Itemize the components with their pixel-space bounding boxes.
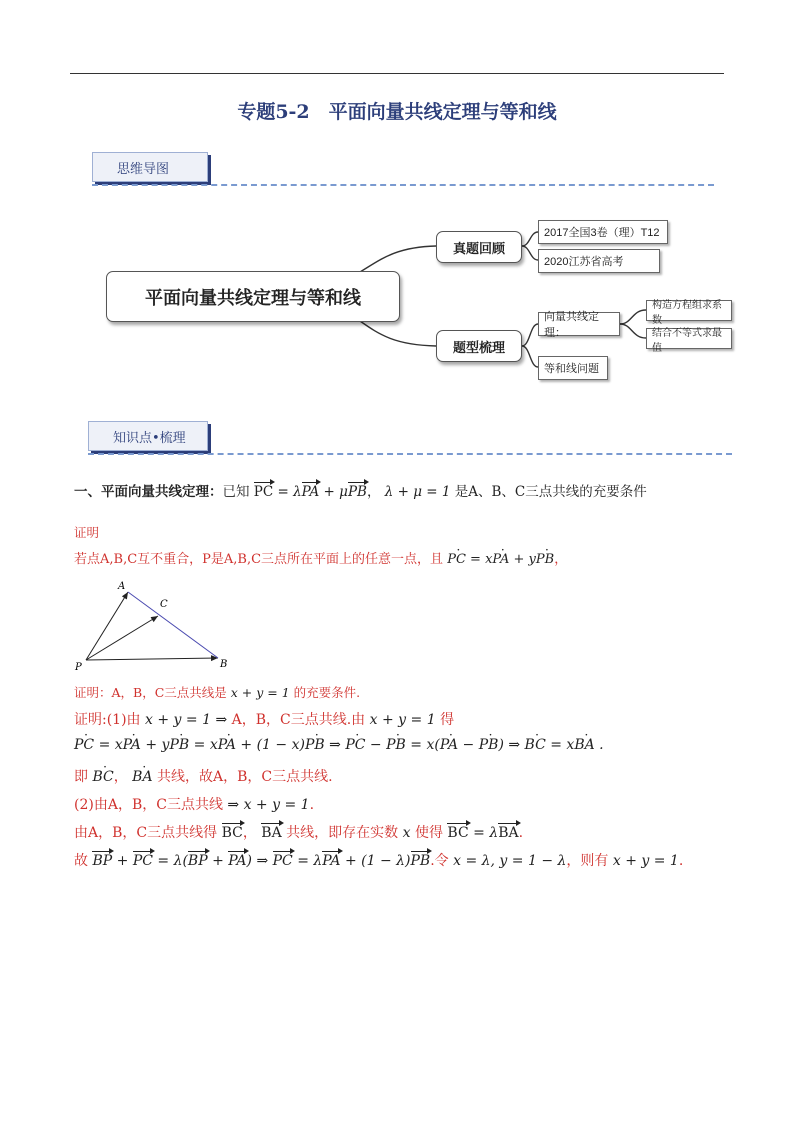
step5-sep: ， bbox=[242, 825, 257, 841]
label-c: C bbox=[160, 599, 168, 610]
mindmap-branch-types[interactable] bbox=[436, 330, 522, 362]
step3-tail: 共线，故A，B，C三点共线. bbox=[157, 769, 333, 785]
mindmap-leaf-label: 等和线问题 bbox=[544, 363, 599, 375]
mindmap-branch-label: 真题回顾 bbox=[452, 240, 505, 256]
step6-middle: .令 bbox=[430, 853, 449, 869]
mindmap-connectors bbox=[0, 0, 794, 420]
claim-tail: 的充要条件. bbox=[293, 685, 361, 700]
step4-lead: (2)由A，B，C三点共线 bbox=[74, 797, 223, 813]
vector-pa bbox=[86, 592, 128, 660]
section-divider bbox=[88, 453, 732, 455]
mindmap-branch-label: 题型梳理 bbox=[452, 339, 505, 355]
vector-ba: BA · bbox=[132, 769, 152, 785]
vector-bc-bar: BC bbox=[221, 825, 243, 841]
label-p: P bbox=[75, 662, 82, 673]
section-label-knowledge bbox=[88, 421, 208, 451]
section-label-text: 思维导图 bbox=[117, 161, 170, 177]
mindmap-leaf-label: 2020江苏省高考 bbox=[544, 256, 624, 268]
step3-lead: 即 bbox=[74, 769, 88, 785]
formula-conclusion: x + y = 1 bbox=[612, 853, 679, 869]
proof-premise: 若点A,B,C互不重合，P是A,B,C三点所在平面上的任意一点，且 PC · = xPA · + yPB ·， bbox=[74, 548, 567, 567]
mindmap-branch-review[interactable] bbox=[436, 231, 522, 263]
proof-claim bbox=[74, 683, 360, 701]
mindmap-leaf-label: 2017全国3卷（理）T12 bbox=[544, 227, 660, 239]
premise-text: 若点A,B,C互不重合，P是A,B,C三点所在平面上的任意一点，且 bbox=[74, 552, 444, 567]
segment-ab bbox=[128, 592, 218, 658]
theorem-heading-tail: 是A、B、C三点共线的充要条件 bbox=[454, 484, 647, 500]
proof-step3 bbox=[74, 766, 333, 786]
triangle-figure bbox=[70, 578, 240, 674]
mindmap-leaf-inequality[interactable] bbox=[646, 327, 732, 354]
mindmap-sub-equalsum[interactable] bbox=[538, 356, 608, 380]
mindmap-leaf-2017[interactable] bbox=[538, 220, 668, 244]
formula-step4: ⇒ x + y = 1 bbox=[227, 797, 310, 813]
step5-middle: 共线，即存在实数 bbox=[286, 825, 399, 841]
step5-lead: 由A，B，C三点共线得 bbox=[74, 825, 218, 841]
theorem-heading-text: 已知 bbox=[222, 484, 250, 500]
section-label-text: 知识点•梳理 bbox=[113, 430, 186, 446]
page-title: 专题5-2 平面向量共线定理与等和线 bbox=[237, 101, 557, 123]
proof-step1 bbox=[74, 709, 454, 729]
mindmap-leaf-equations[interactable] bbox=[646, 299, 732, 326]
proof-step4: (2)由A，B，C三点共线 ⇒ x + y = 1. bbox=[74, 797, 315, 813]
vector-bc: BC · bbox=[92, 769, 113, 785]
proof-label: 证明 bbox=[74, 525, 100, 540]
step3-sep: ， bbox=[113, 769, 128, 785]
formula-sum-one: λ + μ = 1 bbox=[384, 484, 451, 500]
step5-tail: 使得 bbox=[414, 825, 443, 841]
step6-lead: 故 bbox=[74, 853, 88, 869]
step1-tail: 得 bbox=[440, 712, 455, 728]
formula-premise: PC · = xPA · + yPB · bbox=[447, 552, 554, 567]
theorem-heading-bold: 一、平面向量共线定理： bbox=[74, 484, 223, 500]
step6-tail: ，则有 bbox=[566, 853, 609, 869]
vector-pc bbox=[86, 616, 158, 660]
mindmap-sub-collinear[interactable] bbox=[538, 311, 620, 339]
mindmap-leaf-2020[interactable] bbox=[538, 249, 660, 273]
formula-pc-combo: PC = λPA + μPB bbox=[253, 484, 367, 500]
formula-substitution: x = λ, y = 1 − λ bbox=[453, 853, 567, 869]
step1-middle: A，B，C三点共线.由 bbox=[231, 712, 366, 728]
proof-step6: 故 BP + PC = λ(BP + PA) ⇒ PC = λPA + (1 − λ)PB.令 x = λ, y = 1 − λ，则有 x + y = 1. bbox=[74, 853, 684, 869]
claim-text: 证明：A，B，C三点共线是 bbox=[74, 685, 227, 700]
label-b: B bbox=[220, 659, 228, 670]
formula-step1b: x + y = 1 bbox=[369, 712, 436, 728]
mindmap-leaf-label: 构造方程组求系数 bbox=[652, 299, 722, 326]
formula-step1: x + y = 1 ⇒ bbox=[145, 712, 228, 728]
label-a: A bbox=[118, 581, 126, 592]
theorem-heading: 一、平面向量共线定理：已知 PC = λPA + μPB， λ + μ = 1 是A、B、C三点共线的充要条件 bbox=[74, 484, 647, 500]
var-x: x bbox=[402, 825, 411, 841]
mindmap-root[interactable] bbox=[106, 271, 400, 322]
proof-step5: 由A，B，C三点共线得 BC， BA 共线，即存在实数 x 使得 BC = λBA. bbox=[74, 825, 524, 841]
mindmap-leaf-label: 向量共线定理： bbox=[544, 311, 599, 339]
vector-pb bbox=[86, 658, 218, 660]
formula-step5: BC = λBA bbox=[447, 825, 519, 841]
proof-step2-formula: PC · = xPA · + yPB · = xPA · + (1 − x)PB · ⇒ PC · − PB · = x(PA · − PB ·) ⇒ BC · = xBA · . bbox=[74, 737, 604, 753]
formula-xy-one: x + y = 1 bbox=[230, 685, 290, 700]
mindmap-leaf-label: 结合不等式求最值 bbox=[652, 327, 722, 354]
vector-ba-bar: BA bbox=[261, 825, 282, 841]
step1-lead: 证明:(1)由 bbox=[74, 712, 141, 728]
mindmap-root-label: 平面向量共线定理与等和线 bbox=[145, 287, 361, 308]
formula-step6: BP + PC = λ(BP + PA) ⇒ PC = λPA + (1 − λ)PB bbox=[92, 853, 431, 869]
